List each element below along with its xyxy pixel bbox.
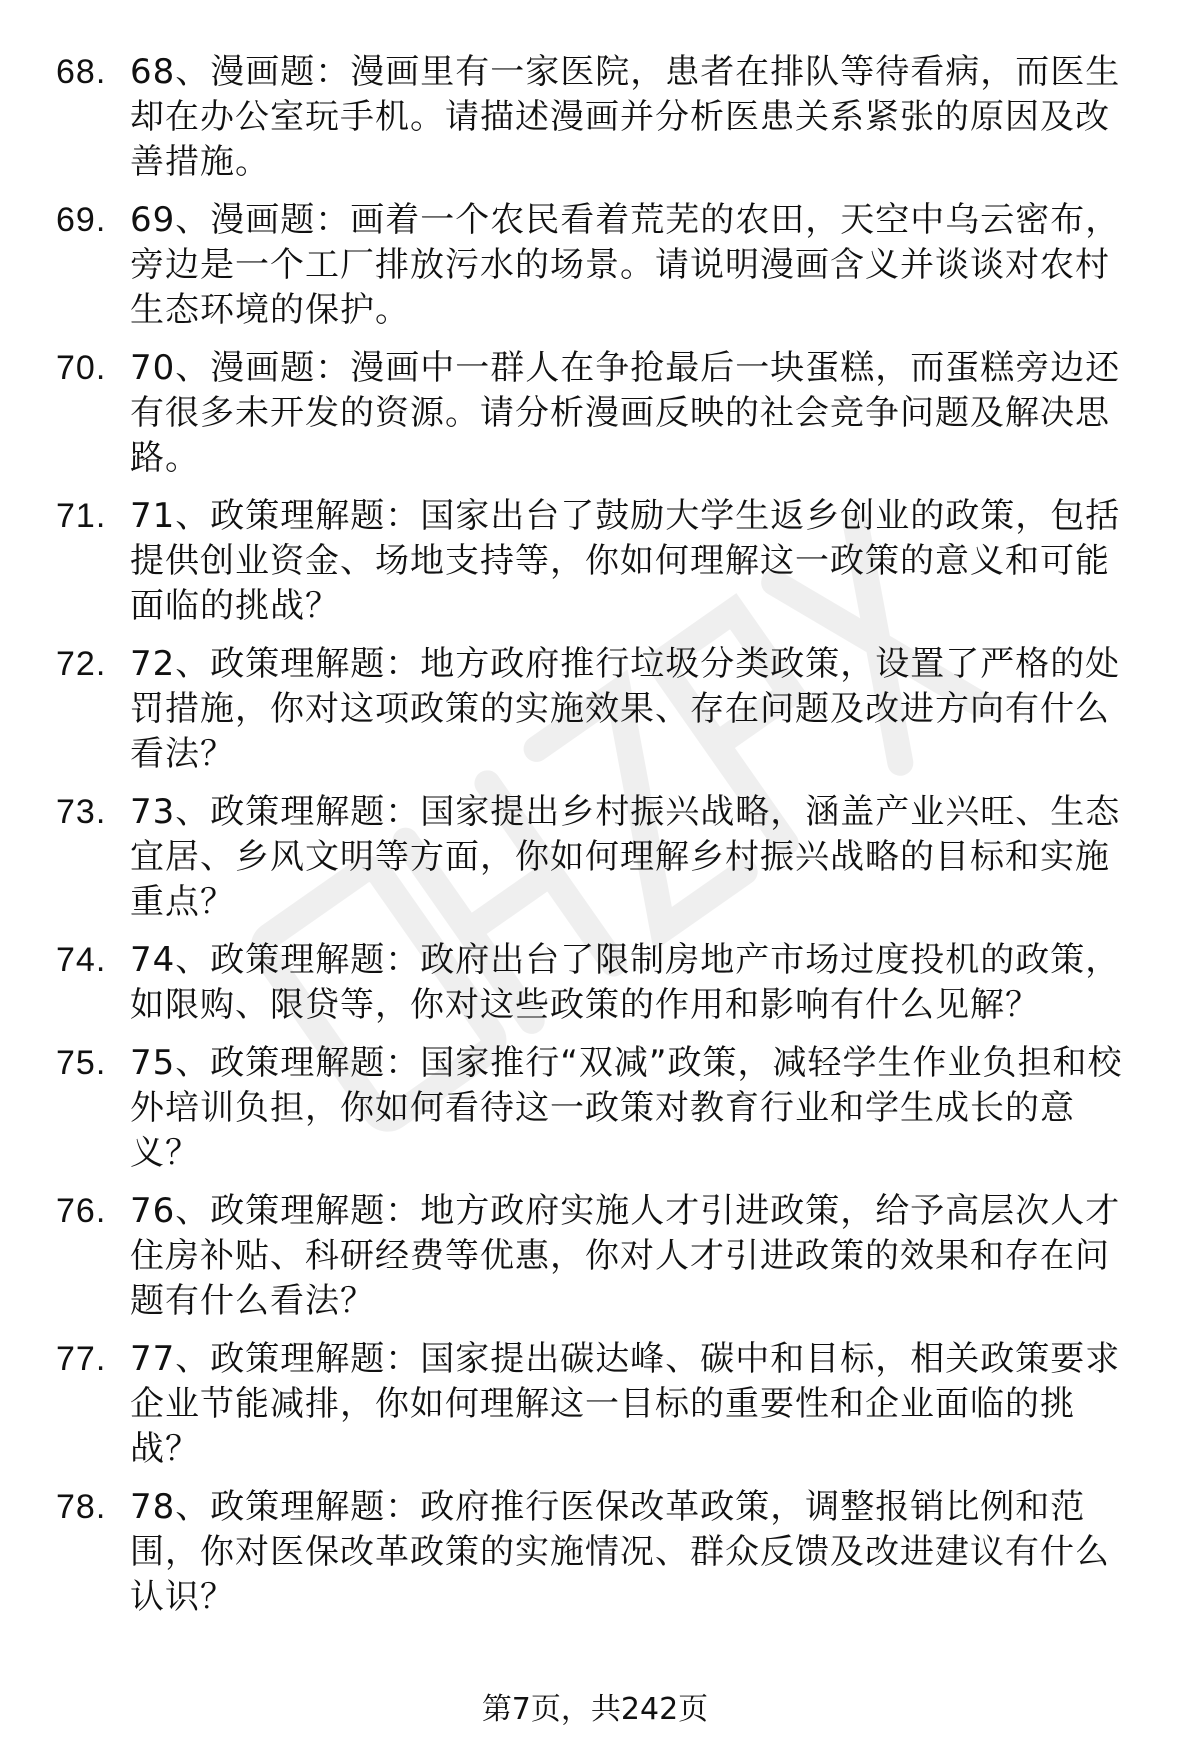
question-text: 76、政策理解题：地方政府实施人才引进政策，给予高层次人才住房补贴、科研经费等优惠，你对人才引进政策的效果和存在问题有什么看法？ (130, 1191, 1121, 1321)
question-item (0, 938, 1190, 1028)
question-item (0, 1189, 1190, 1324)
question-text: 69、漫画题：画着一个农民看着荒芜的农田，天空中乌云密布，旁边是一个工厂排放污水的场景。请说明漫画含义并谈谈对农村生态环境的保护。 (130, 200, 1121, 330)
question-text: 68、漫画题：漫画里有一家医院，患者在排队等待看病，而医生却在办公室玩手机。请描述漫画并分析医患关系紧张的原因及改善措施。 (130, 52, 1121, 182)
question-number: 74. (56, 941, 107, 979)
question-text: 70、漫画题：漫画中一群人在争抢最后一块蛋糕，而蛋糕旁边还有很多未开发的资源。请分析漫画反映的社会竞争问题及解决思路。 (130, 348, 1121, 478)
question-number: 75. (56, 1044, 107, 1082)
question-item (0, 198, 1190, 333)
question-text: 75、政策理解题：国家推行“双减”政策，减轻学生作业负担和校外培训负担，你如何看待这一政策对教育行业和学生成长的意义？ (130, 1043, 1123, 1173)
question-item (0, 790, 1190, 925)
question-item (0, 346, 1190, 481)
question-number: 73. (56, 793, 107, 831)
question-text: 78、政策理解题：政府推行医保改革政策，调整报销比例和范围，你对医保改革政策的实施情况、群众反馈及改进建议有什么认识？ (130, 1487, 1110, 1617)
question-item (0, 50, 1190, 185)
question-text: 73、政策理解题：国家提出乡村振兴战略，涵盖产业兴旺、生态宜居、乡风文明等方面，你如何理解乡村振兴战略的目标和实施重点？ (130, 792, 1121, 922)
question-item (0, 642, 1190, 777)
question-number: 71. (56, 497, 107, 535)
question-item (0, 1041, 1190, 1176)
question-text: 71、政策理解题：国家出台了鼓励大学生返乡创业的政策，包括提供创业资金、场地支持等，你如何理解这一政策的意义和可能面临的挑战？ (130, 496, 1121, 626)
page-footer (0, 1690, 1190, 1730)
question-number: 78. (56, 1488, 107, 1526)
question-item (0, 1485, 1190, 1620)
question-item (0, 1337, 1190, 1472)
question-text: 72、政策理解题：地方政府推行垃圾分类政策，设置了严格的处罚措施，你对这项政策的实施效果、存在问题及改进方向有什么看法？ (130, 644, 1121, 774)
question-number: 72. (56, 645, 107, 683)
question-text: 77、政策理解题：国家提出碳达峰、碳中和目标，相关政策要求企业节能减排，你如何理解这一目标的重要性和企业面临的挑战？ (130, 1339, 1121, 1469)
question-item (0, 494, 1190, 629)
question-text: 74、政策理解题：政府出台了限制房地产市场过度投机的政策，如限购、限贷等，你对这些政策的作用和影响有什么见解？ (130, 940, 1121, 1025)
question-number: 68. (56, 53, 107, 91)
question-number: 76. (56, 1192, 107, 1230)
question-number: 69. (56, 201, 107, 239)
question-number: 77. (56, 1340, 107, 1378)
page-number-label: 第7页，共242页 (481, 1692, 709, 1727)
question-number: 70. (56, 349, 107, 387)
question-list (0, 50, 1190, 1633)
